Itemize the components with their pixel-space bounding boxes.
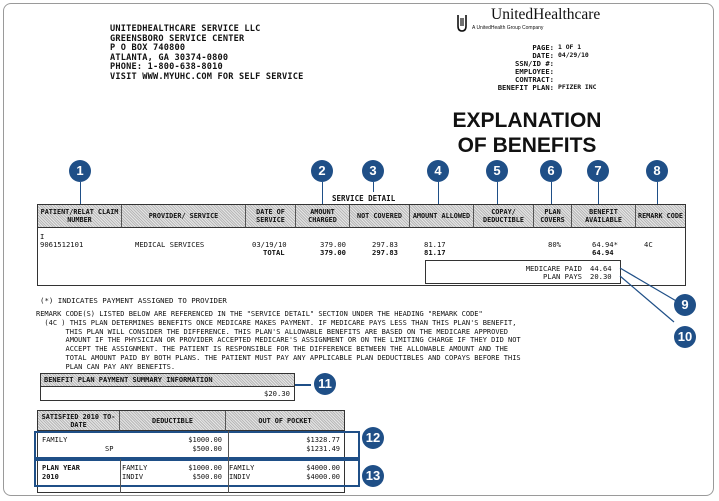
meta-label: PAGE: (532, 43, 554, 52)
meta-value: 1 OF 1 (558, 43, 582, 51)
document-title: EXPLANATION OF BENEFITS (452, 109, 602, 157)
callout-badge: 2 (311, 160, 333, 182)
oop-limit-family-label: FAMILY (229, 464, 255, 472)
callout-badge: 5 (486, 160, 508, 182)
remark-line: PLAN CAN PAY ANY BENEFITS. (36, 362, 176, 371)
sp-label: SP (105, 445, 114, 453)
oop-limit-indiv-label: INDIV (229, 473, 251, 481)
sender-line: PHONE: 1-800-638-8010 (110, 62, 223, 73)
column-header: PLAN COVERS (534, 205, 572, 228)
plan-pays-value: 20.30 (590, 272, 612, 281)
payment-summary-amount: $20.30 (264, 389, 290, 398)
sender-line: P O BOX 740800 (110, 43, 186, 54)
column-header: BENEFIT AVAILABLE (572, 205, 636, 228)
plan-pays-label: PLAN PAYS (543, 272, 582, 281)
column-header: DEDUCTIBLE (120, 411, 226, 431)
deductible-sp: $500.00 (192, 445, 222, 453)
amount-charged-total: 379.00 (320, 248, 346, 257)
callout-badge: 6 (540, 160, 562, 182)
column-header: AMOUNT ALLOWED (410, 205, 474, 228)
not-covered: 297.83 (372, 240, 398, 249)
medicare-paid-value: 44.64 (590, 264, 612, 273)
assignment-note: (*) INDICATES PAYMENT ASSIGNED TO PROVIDER (40, 296, 227, 305)
oop-limit-family: $4000.00 (306, 464, 340, 472)
oop-sp: $1231.49 (306, 445, 340, 453)
badge-connector (438, 182, 439, 205)
callout-badge: 7 (587, 160, 609, 182)
remark-line: THIS PLAN WILL CONSIDER THE DIFFERENCE. THIS PLAN'S ALLOWABLE BENEFITS ARE BASED ON THE MEDICARE APPROVED (36, 327, 509, 336)
column-header: AMOUNT CHARGED (296, 205, 350, 228)
benefit-available-total: 64.94 (592, 248, 614, 257)
callout-badge: 8 (646, 160, 668, 182)
callout-badge: 1 (69, 160, 91, 182)
callout-badge: 3 (362, 160, 384, 182)
callout-badge: 13 (362, 465, 384, 487)
badge-connector (322, 182, 323, 205)
meta-label: CONTRACT: (515, 75, 554, 84)
column-header: PATIENT/RELAT CLAIM NUMBER (38, 205, 122, 228)
uhc-logo-icon (457, 14, 467, 32)
oop-family: $1328.77 (306, 436, 340, 444)
ded-limit-family-label: FAMILY (122, 464, 148, 472)
column-header: PROVIDER/ SERVICE (122, 205, 246, 228)
column-divider (120, 459, 121, 493)
meta-value: PFIZER INC (558, 83, 597, 91)
medicare-paid-label: MEDICARE PAID (525, 264, 582, 273)
callout-badge: 10 (674, 326, 696, 348)
patient-relationship: I (40, 232, 45, 241)
not-covered-total: 297.83 (372, 248, 398, 257)
amount-charged: 379.00 (320, 240, 346, 249)
provider-service: MEDICAL SERVICES (135, 240, 205, 249)
payment-summary-title: BENEFIT PLAN PAYMENT SUMMARY INFORMATION (41, 374, 294, 387)
ded-limit-indiv-label: INDIV (122, 473, 144, 481)
badge-connector (657, 182, 658, 205)
amount-allowed-total: 81.17 (424, 248, 446, 257)
deductible-limit-indiv: $500.00 (192, 473, 222, 481)
deductible-limit-family: $1000.00 (188, 464, 222, 472)
sender-line: ATLANTA, GA 30374-0800 (110, 52, 229, 63)
remark-line: ACCEPT THE ASSIGNMENT. THE PATIENT IS RESPONSIBLE FOR THE DIFFERENCE BETWEEN THE ALLOWABLE AMOUNT AND THE (36, 345, 509, 354)
badge-connector (373, 182, 374, 192)
service-detail-title: SERVICE DETAIL (332, 194, 396, 203)
column-header: REMARK CODE (636, 205, 685, 228)
remark-code: 4C (644, 240, 653, 249)
column-divider (228, 431, 229, 493)
logo-wordmark: UnitedHealthcare (491, 6, 601, 23)
meta-label: EMPLOYEE: (515, 67, 554, 76)
meta-label: SSN/ID #: (515, 59, 554, 68)
column-header: DATE OF SERVICE (246, 205, 296, 228)
callout-badge: 12 (362, 427, 384, 449)
remark-line: TOTAL AMOUNT PAID BY BOTH PLANS. THE PATIENT MUST PAY ANY APPLICABLE PLAN DEDUCTIBLES AND COPAYS BEFORE THIS (36, 353, 521, 362)
callout-badge: 4 (427, 160, 449, 182)
claim-number: 9061512101 (40, 240, 84, 249)
meta-label: BENEFIT PLAN: (497, 83, 554, 92)
column-header: COPAY/ DEDUCTIBLE (474, 205, 534, 228)
badge-connector (551, 182, 552, 205)
sender-address (110, 25, 303, 83)
badge-connector (80, 182, 81, 205)
badge-connector (295, 384, 311, 386)
meta-label: DATE: (532, 51, 554, 60)
payment-summary-box (40, 373, 295, 401)
plan-covers: 80% (548, 240, 561, 249)
amount-allowed: 81.17 (424, 240, 446, 249)
date-of-service: 03/19/10 (252, 240, 287, 249)
oop-limit-indiv: $4000.00 (306, 473, 340, 481)
remark-line: (4C ) THIS PLAN DETERMINES BENEFITS ONCE MEDICARE MAKES PAYMENT. IF MEDICARE PAYS LESS THAN THIS PLAN'S BENEFIT, (36, 318, 517, 327)
column-header: OUT OF POCKET (226, 411, 344, 431)
remark-line: REMARK CODE(S) LISTED BELOW ARE REFERENCED IN THE "SERVICE DETAIL" SECTION UNDER THE HEADING "REMARK CODE" (36, 310, 483, 318)
sender-line: GREENSBORO SERVICE CENTER (110, 33, 245, 44)
sender-line: UNITEDHEALTHCARE SERVICE LLC (110, 24, 261, 34)
benefit-available: 64.94* (592, 240, 618, 249)
column-header: NOT COVERED (350, 205, 410, 228)
remark-line: AMOUNT IF THE PHYSICIAN OR PROVIDER ACCEPTED MEDICARE'S ASSIGNMENT OR ON THE LIMITING CHARGE IF THEY DID NOT (36, 336, 521, 345)
total-label: TOTAL (263, 248, 285, 257)
plan-year-value: 2010 (42, 473, 59, 481)
badge-connector (598, 182, 599, 205)
callout-badge: 11 (314, 373, 336, 395)
remark-code-explanation (36, 310, 521, 372)
column-header: SATISFIED 2010 TO-DATE (38, 411, 120, 431)
plan-year-label: PLAN YEAR (42, 464, 80, 472)
sender-line: VISIT WWW.MYUHC.COM FOR SELF SERVICE (110, 71, 304, 82)
logo-subtitle: A UnitedHealth Group Company (472, 25, 544, 31)
family-label: FAMILY (42, 436, 68, 444)
callout-badge: 9 (674, 294, 696, 316)
meta-value: 04/29/10 (558, 51, 589, 59)
deductible-family: $1000.00 (188, 436, 222, 444)
badge-connector (497, 182, 498, 205)
